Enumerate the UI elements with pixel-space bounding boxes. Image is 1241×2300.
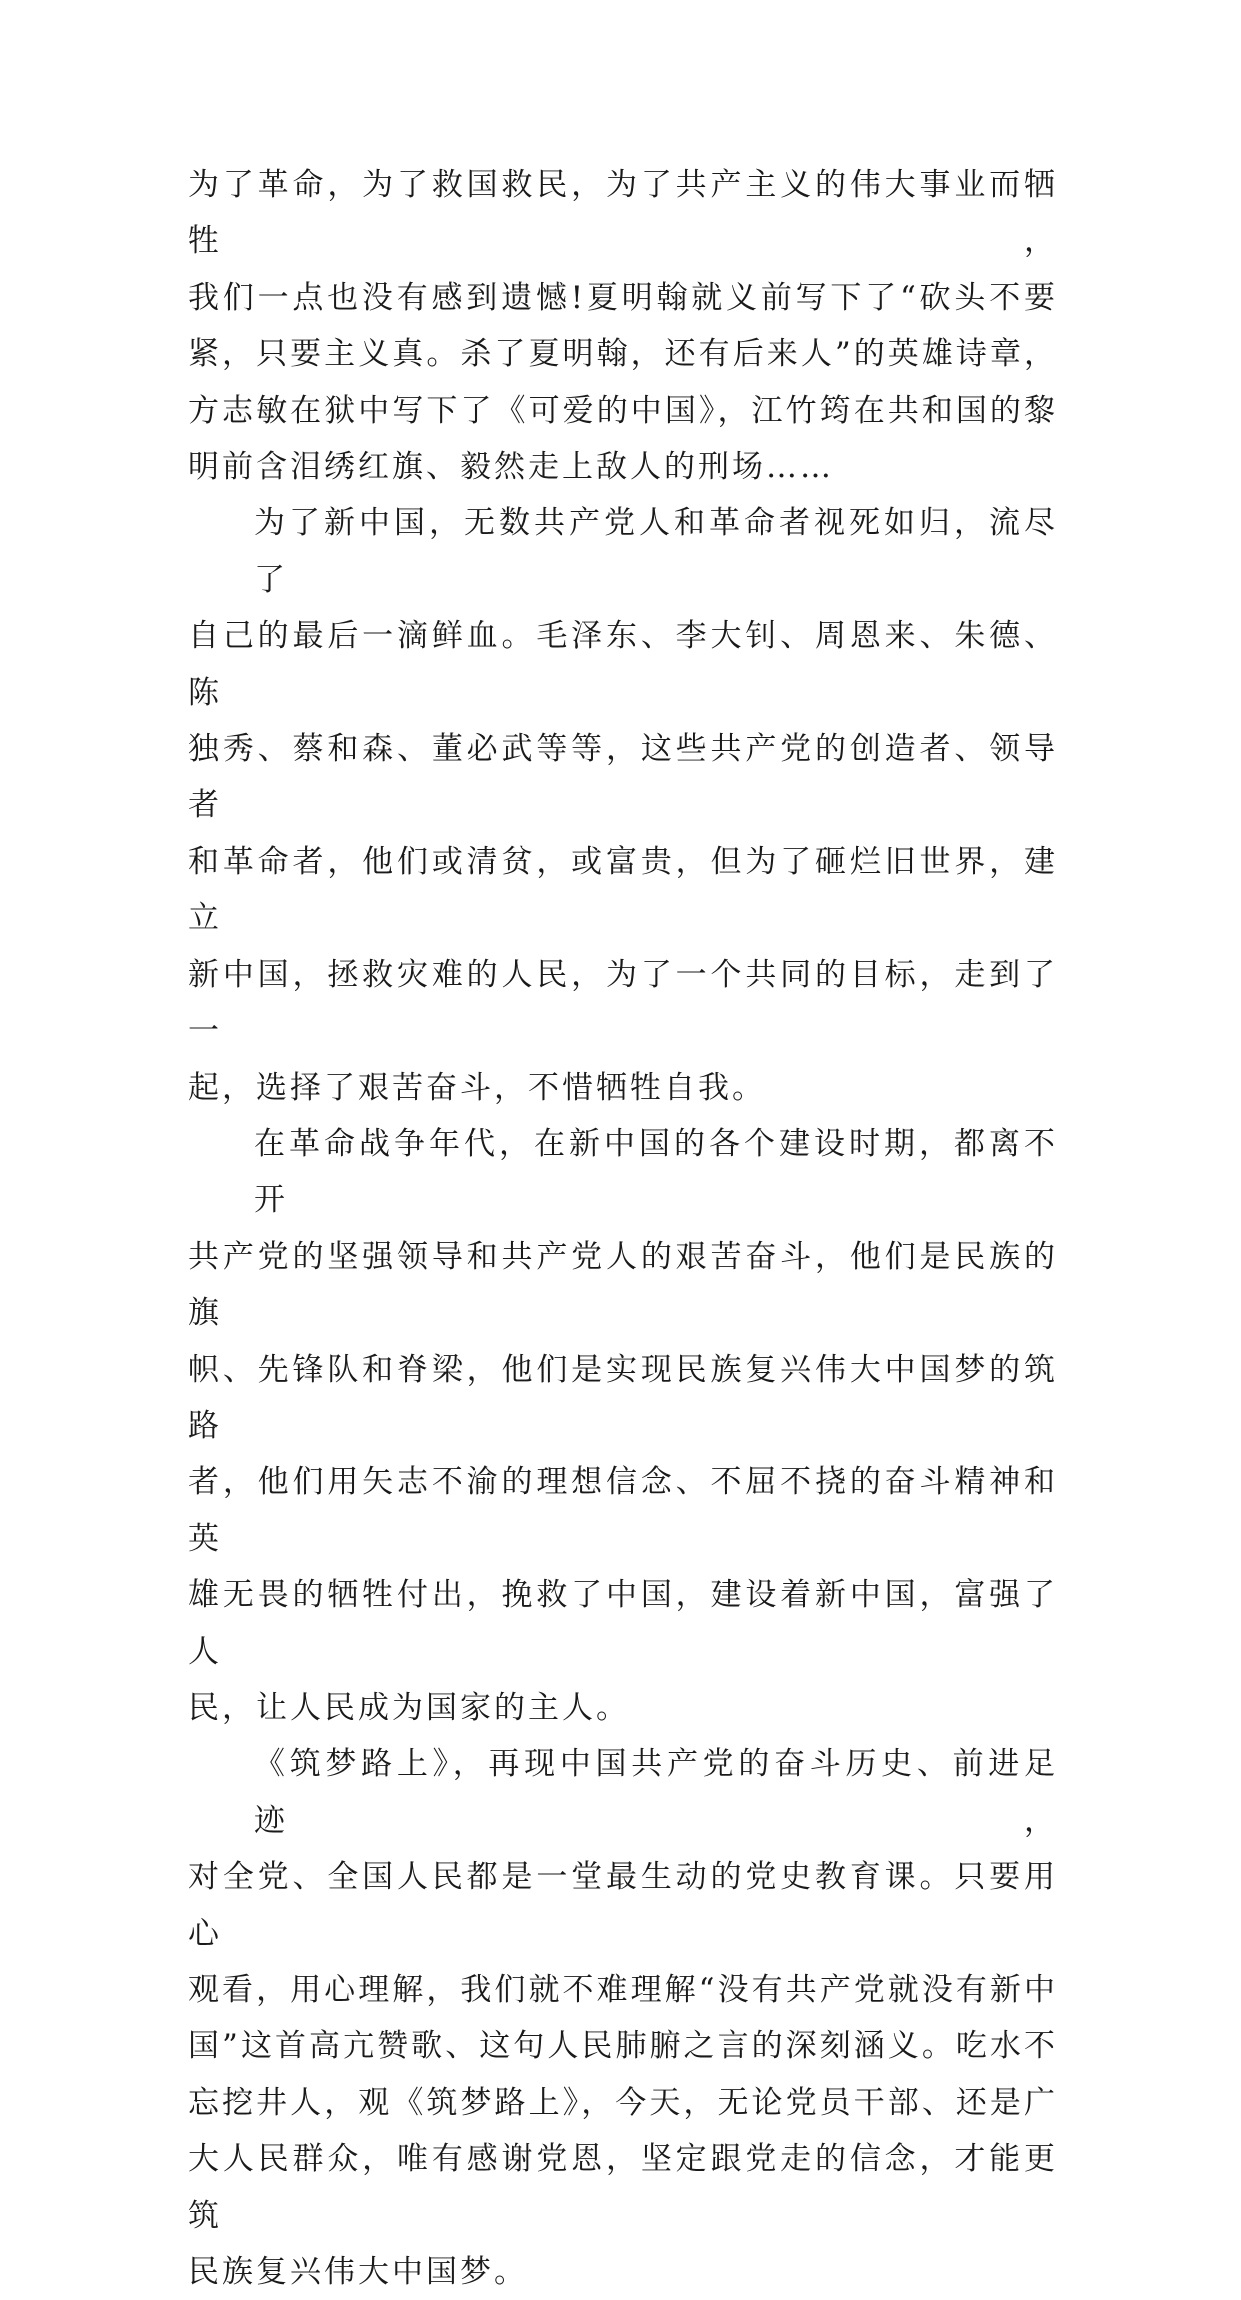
paragraph-line: 民族复兴伟大中国梦。 (188, 2254, 528, 2291)
paragraph-line: 新中国，拯救灾难的人民，为了一个共同的目标，走到了一 (188, 956, 1058, 1050)
paragraph-line: 为了革命，为了救国救民，为了共产主义的伟大事业而牺牲， (188, 167, 1058, 260)
paragraph-line: 共产党的坚强领导和共产党人的艰苦奋斗，他们是民族的旗 (188, 1238, 1058, 1332)
paragraph-line: 帜、先锋队和脊梁，他们是实现民族复兴伟大中国梦的筑路 (188, 1351, 1058, 1444)
paragraph-line: 起，选择了艰苦奋斗，不惜牺牲自我。 (188, 1069, 766, 1106)
article-body (188, 157, 1058, 2300)
paragraph-line: 《筑梦路上》，再现中国共产党的奋斗历史、前进足迹， (254, 1746, 1058, 1839)
paragraph-line: 忘挖井人，观《筑梦路上》，今天，无论党员干部、还是广 (188, 2084, 1058, 2121)
paragraph-line: 大人民群众，唯有感谢党恩，坚定跟党走的信念，才能更筑 (188, 2141, 1058, 2234)
paragraph-line: 紧，只要主义真。杀了夏明翰，还有后来人”的英雄诗章， (188, 336, 1058, 373)
paragraph-line: 在革命战争年代，在新中国的各个建设时期，都离不开 (254, 1125, 1058, 1219)
paragraph-line: 我们一点也没有感到遗憾!夏明翰就义前写下了“砍头不要 (188, 279, 1058, 316)
paragraph-line: 民，让人民成为国家的主人。 (188, 1689, 630, 1726)
paragraph-line: 方志敏在狱中写下了《可爱的中国》，江竹筠在共和国的黎 (188, 392, 1058, 429)
paragraph-line: 国”这首高亢赞歌、这句人民肺腑之言的深刻涵义。吃水不 (188, 2028, 1058, 2065)
paragraph-line: 对全党、全国人民都是一堂最生动的党史教育课。只要用心 (188, 1859, 1058, 1952)
paragraph-line: 者，他们用矢志不渝的理想信念、不屈不挠的奋斗精神和英 (188, 1464, 1058, 1557)
paragraph-line: 观看，用心理解，我们就不难理解“没有共产党就没有新中 (188, 1972, 1058, 2008)
paragraph-line: 为了新中国，无数共产党人和革命者视死如归，流尽了 (254, 505, 1058, 598)
paragraph-line: 自己的最后一滴鲜血。毛泽东、李大钊、周恩来、朱德、陈 (188, 618, 1058, 711)
paragraph-line: 和革命者，他们或清贫，或富贵，但为了砸烂旧世界，建立 (188, 843, 1058, 937)
paragraph-line: 明前含泪绣红旗、毅然走上敌人的刑场…… (188, 449, 834, 486)
paragraph-line: 独秀、蔡和森、董必武等等，这些共产党的创造者、领导者 (188, 731, 1058, 824)
paragraph-line: 雄无畏的牺牲付出，挽救了中国，建设着新中国，富强了人 (188, 1577, 1058, 1670)
